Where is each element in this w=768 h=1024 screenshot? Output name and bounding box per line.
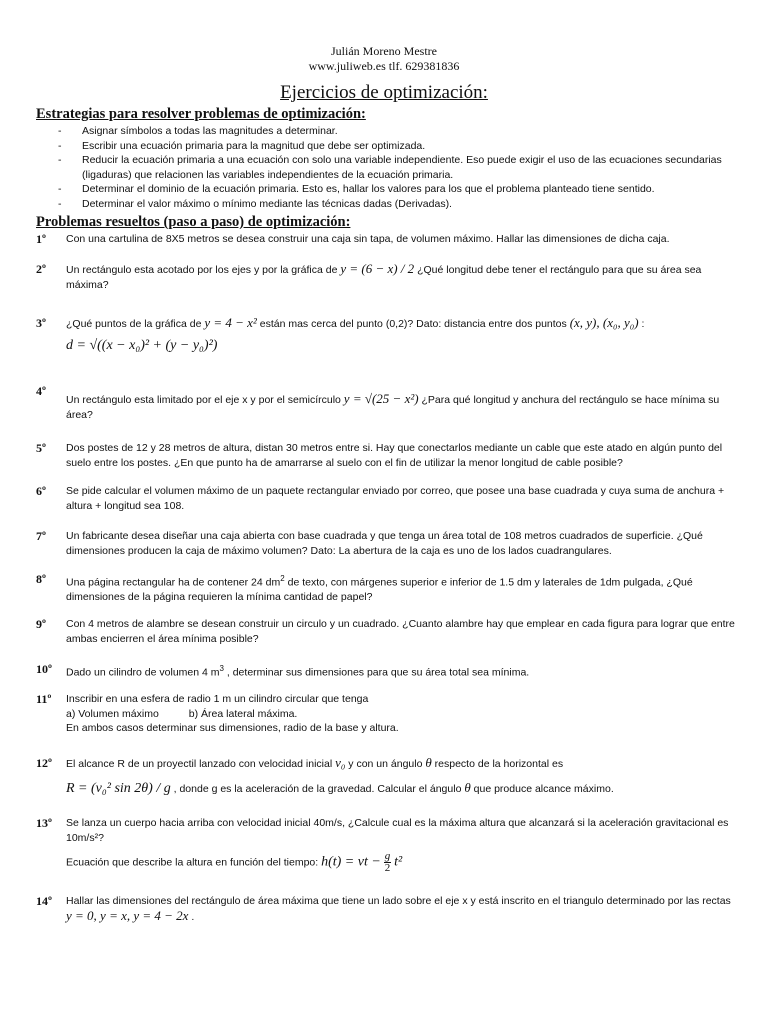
text-segment: están mas cerca del punto (0,2)? Dato: distancia entre dos puntos — [256, 318, 570, 330]
problem-text: Se pide calcular el volumen máximo de un paquete rectangular enviado por correo, que posee una base cuadrada y cuya suma de anchura + altura + longitud sea 108. — [66, 485, 725, 512]
text-segment: Una página rectangular ha de contener 24 dm — [66, 576, 281, 589]
equation: h(t) = vt − — [321, 854, 381, 870]
text-segment: , donde g es la aceleración de la gravedad. Calcular el ángulo — [170, 782, 465, 795]
symbol-theta: θ — [464, 779, 471, 795]
fraction-numerator: g — [384, 850, 391, 863]
problem-number: 7º — [36, 529, 46, 543]
range-formula: R = (v₀² sin 2θ) / g — [66, 780, 171, 796]
problem-text: Con una cartulina de 8X5 metros se desea construir una caja sin tapa, de volumen máximo. Hallar las dimensiones de dicha caja. — [66, 233, 670, 245]
problem-7 — [36, 529, 741, 558]
text-line — [66, 781, 741, 797]
problem-text — [66, 894, 741, 924]
problem-number: 4º — [36, 384, 46, 398]
superscript: 3 — [219, 664, 224, 673]
strategy-item: - Determinar el dominio de la ecuación primaria. Esto es, hallar los valores para los que el problema planteado tiene sentido. — [36, 182, 736, 197]
author-name: Julián Moreno Mestre — [331, 44, 437, 58]
problem-number: 12º — [36, 756, 52, 770]
points-notation: (x, y), (x₀, y₀) — [569, 315, 639, 330]
problem-number: 5º — [36, 441, 46, 455]
problem-2 — [36, 262, 741, 292]
options-line — [66, 707, 741, 722]
superscript: 2 — [280, 574, 285, 583]
document-header — [0, 44, 768, 74]
problem-number: 10º — [36, 662, 52, 676]
page-title: Ejercicios de optimización: — [280, 82, 488, 103]
problem-text — [66, 662, 741, 680]
problem-text — [66, 816, 741, 874]
problem-9 — [36, 617, 741, 646]
text-segment: Un rectángulo esta limitado por el eje x y por el semicírculo — [66, 394, 344, 406]
problem-11 — [36, 692, 741, 736]
equation-line — [66, 851, 741, 874]
equation: y = √(25 − x²) — [343, 391, 419, 406]
option-a: a) Volumen máximo — [66, 707, 159, 720]
text-segment: respecto de la horizontal es — [431, 758, 564, 770]
problem-3 — [36, 316, 741, 354]
equation: y = 0, y = x, y = 4 − 2x — [66, 907, 189, 923]
problem-number: 9º — [36, 617, 46, 631]
problem-text: Con 4 metros de alambre se desean construir un circulo y un cuadrado. ¿Cuanto alambre hay que emplear en cada figura para lograr que entre ambas encierren el área mínima posible? — [66, 618, 735, 645]
problem-number: 13º — [36, 816, 52, 830]
equation: y = 4 − x² — [204, 315, 257, 330]
text-segment: Ecuación que describe la altura en función del tiempo: — [66, 856, 322, 869]
strategy-item: - Determinar el valor máximo o mínimo mediante las técnicas dadas (Derivadas). — [36, 197, 736, 212]
text-segment: ¿Qué puntos de la gráfica de — [66, 318, 205, 330]
symbol-theta: θ — [425, 755, 432, 770]
text-segment: y con un ángulo — [345, 758, 426, 770]
problem-number: 11º — [36, 692, 52, 706]
text-segment: El alcance R de un proyectil lanzado con velocidad inicial — [66, 758, 336, 770]
equation: y = (6 − x) / 2 — [340, 261, 415, 276]
equation: t² — [394, 854, 403, 870]
text-segment: , determinar sus dimensiones para que su área total sea mínima. — [223, 666, 530, 679]
problem-4 — [36, 384, 741, 422]
problem-number: 6º — [36, 484, 46, 498]
problem-5 — [36, 441, 741, 470]
text-segment: ¿Qué longitud debe tener el rectángulo para que su área sea máxima? — [66, 264, 702, 291]
text-segment: Hallar las dimensiones del rectángulo de área máxima que tiene un lado sobre el eje x y está inscrito en el triangulo determinado por las rectas — [66, 895, 731, 907]
symbol-v0: v₀ — [335, 755, 346, 770]
text-segment: Un rectángulo esta acotado por los ejes y por la gráfica de — [66, 264, 341, 276]
text-line: Inscribir en una esfera de radio 1 m un cilindro circular que tenga — [66, 693, 369, 705]
problem-number: 8º — [36, 572, 46, 586]
problem-13 — [36, 816, 741, 874]
problem-text: Dos postes de 12 y 28 metros de altura, distan 30 metros entre si. Hay que conectarlos mediante un cable que este atado en algún punto del suelo entre los postes. ¿En que punto ha de amarrarse al suelo con el fin de utilizar la menor longitud de cable posible? — [66, 442, 723, 469]
text-segment: Dado un cilindro de volumen 4 m — [66, 666, 220, 679]
strategy-item: - Reducir la ecuación primaria a una ecuación con solo una variable independiente. Eso puede exigir el uso de las ecuaciones secundarias (ligaduras) que relacionen las variables independientes de la ecuación primaria. — [36, 153, 736, 182]
problem-text — [66, 572, 741, 605]
problem-8 — [36, 572, 741, 605]
strategies-list — [36, 124, 736, 212]
distance-formula: d = √((x − x₀)² + (y − y₀)²) — [66, 337, 218, 353]
strategies-heading: Estrategias para resolver problemas de optimización: — [36, 106, 366, 122]
fraction — [384, 851, 392, 874]
text-segment: de texto, con márgenes superior e inferior de 1.5 dm y laterales de 1dm pulgada, ¿Qué dimensiones de la página requieren la mínima cantidad de papel? — [66, 576, 693, 604]
problem-text: Un fabricante desea diseñar una caja abierta con base cuadrada y que tenga un área total de 108 metros cuadrados de superficie. ¿Qué dimensiones producen la caja de máximo volumen? Dato: La abertura de la caja es uno de los lados cuadrangulares. — [66, 530, 703, 557]
problem-10 — [36, 662, 741, 680]
text-line — [66, 756, 741, 772]
option-b: b) Área lateral máxima. — [188, 707, 298, 720]
problem-text — [66, 756, 741, 796]
problem-14 — [36, 894, 741, 924]
problems-heading: Problemas resueltos (paso a paso) de optimización: — [36, 214, 351, 230]
text-segment: . — [188, 910, 195, 923]
problem-number: 1º — [36, 232, 46, 246]
problem-number: 14º — [36, 894, 52, 908]
problem-text — [66, 692, 741, 736]
problem-number: 3º — [36, 316, 46, 330]
problem-text — [66, 384, 741, 422]
text-segment: : — [638, 318, 645, 330]
text-line: En ambos casos determinar sus dimensiones, radio de la base y altura. — [66, 722, 399, 735]
text-line: Se lanza un cuerpo hacia arriba con velocidad inicial 40m/s, ¿Calcule cual es la máxima altura que alcanzará si la aceleración gravitacional es 10m/s²? — [66, 817, 729, 844]
strategy-item: - Escribir una ecuación primaria para la magnitud que debe ser optimizada. — [36, 139, 736, 154]
fraction-denominator: 2 — [384, 862, 391, 875]
strategy-item: - Asignar símbolos a todas las magnitudes a determinar. — [36, 124, 736, 139]
author-contact: www.juliweb.es tlf. 629381836 — [308, 59, 460, 73]
problem-text — [66, 262, 741, 292]
problem-number: 2º — [36, 262, 46, 276]
text-segment: ¿Para qué longitud y anchura del rectángulo se hace mínima su área? — [66, 394, 720, 421]
text-segment: que produce alcance máximo. — [470, 782, 614, 795]
problem-12 — [36, 756, 741, 796]
problem-6 — [36, 484, 741, 513]
problem-1 — [36, 232, 741, 247]
problem-text — [66, 316, 741, 332]
